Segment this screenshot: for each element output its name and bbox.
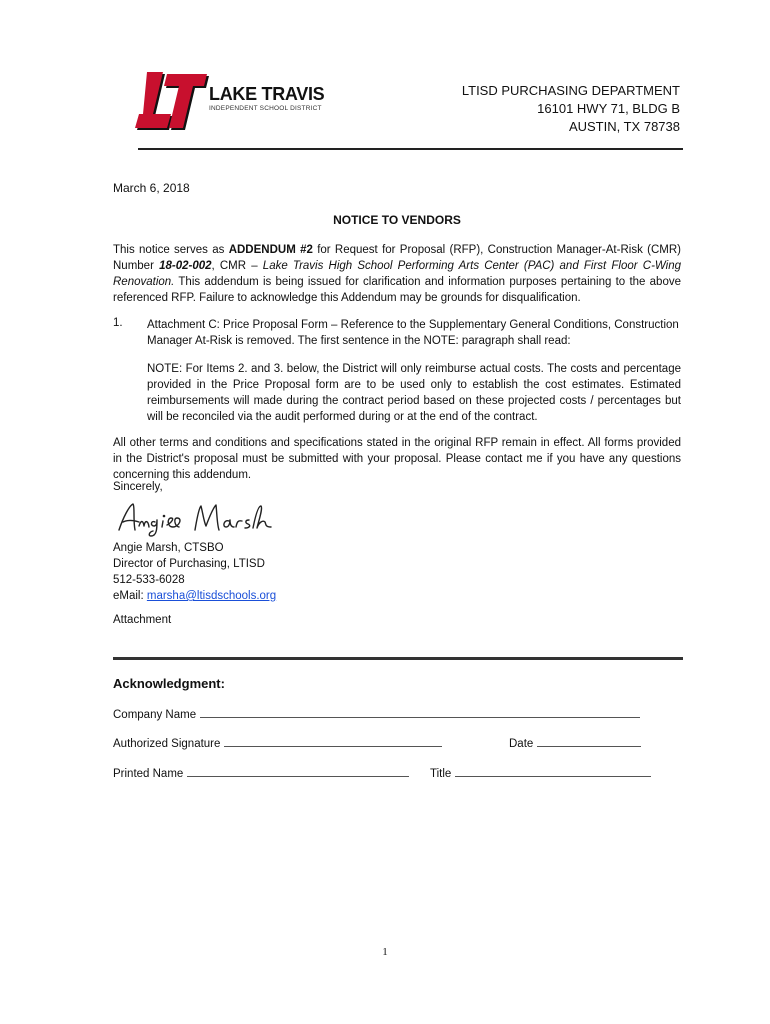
item-number: 1.: [113, 317, 123, 329]
header-divider: [138, 148, 683, 150]
signature-field: [113, 735, 442, 750]
email-label: eMail:: [113, 590, 147, 602]
address-line-3: AUSTIN, TX 78738: [568, 119, 680, 134]
acknowledgment-divider: [113, 657, 683, 660]
intro-text-4: This addendum is being issued for clarification and information purposes pertaining to the above referenced RFP. Failure to acknowledge this Addendum may be grounds for disqualification.: [113, 276, 681, 304]
closing-salutation: Sincerely,: [113, 481, 163, 493]
date-line[interactable]: [537, 735, 641, 747]
item-text: Attachment C: Price Proposal Form – Reference to the Supplementary General Conditions, Construction Manager At-Risk is removed. The first sentence in the NOTE: paragraph shall read:: [147, 319, 679, 347]
company-name-field: [113, 706, 640, 721]
notice-title: NOTICE TO VENDORS: [333, 213, 461, 227]
address-line-1: LTISD PURCHASING DEPARTMENT: [461, 83, 680, 98]
intro-text-3: , CMR –: [211, 260, 263, 272]
closing-paragraph: All other terms and conditions and specifications stated in the original RFP remain in effect. All forms provided in the District's proposal must be submitted with your proposal. Please contact me if you have any questions concerning this addendum.: [113, 437, 681, 481]
note-paragraph: NOTE: For Items 2. and 3. below, the District will only reimburse actual costs. The costs and percentage provided in the Price Proposal form are to be used only to establish the cost estimates. Estimated reimbursements will made during the contract period based on these projected costs / percentages but will be reconciled via the audit performed during or at the end of the contract.: [147, 363, 681, 423]
logo-subtitle: INDEPENDENT SCHOOL DISTRICT: [209, 105, 322, 112]
intro-paragraph: [113, 242, 681, 306]
email-link[interactable]: marsha@ltisdschools.org: [146, 590, 277, 602]
title-field: [430, 765, 651, 780]
address-line-2: 16101 HWY 71, BLDG B: [537, 101, 680, 116]
intro-text-2: for Request for Proposal (RFP), Construction Manager-At-Risk (CMR) Number: [113, 244, 681, 272]
date-field: [509, 735, 641, 750]
logo-name: LAKE TRAVIS: [209, 84, 325, 104]
addendum-number: ADDENDUM #2: [228, 244, 313, 256]
department-address: [462, 82, 680, 136]
signer-name: Angie Marsh, CTSBO: [113, 542, 224, 554]
signer-block: [113, 540, 276, 604]
signature-line[interactable]: [224, 735, 442, 747]
district-logo: [133, 70, 333, 132]
date-label: Date: [509, 738, 534, 750]
handwritten-signature: [113, 496, 283, 540]
signer-title: Director of Purchasing, LTISD: [113, 558, 265, 570]
company-name-line[interactable]: [200, 706, 640, 718]
lt-logo-mark: [133, 70, 209, 132]
rfp-number: 18-02-002: [159, 260, 212, 272]
signer-email-row: [113, 588, 276, 604]
signer-phone: 512-533-6028: [113, 574, 185, 586]
title-label: Title: [430, 768, 452, 780]
printed-name-label: Printed Name: [113, 768, 184, 780]
letter-date: March 6, 2018: [113, 181, 190, 195]
project-name: Lake Travis High School Performing Arts Center (PAC) and First Floor C-Wing Renovation.: [113, 260, 681, 288]
printed-name-line[interactable]: [187, 765, 409, 777]
title-line[interactable]: [455, 765, 651, 777]
intro-text-1: This notice serves as: [113, 244, 229, 256]
signature-label: Authorized Signature: [113, 738, 221, 750]
attachment-label: Attachment: [113, 614, 172, 626]
printed-name-field: [113, 765, 409, 780]
page-number: 1: [382, 946, 388, 958]
company-name-label: Company Name: [113, 709, 197, 721]
acknowledgment-title: Acknowledgment:: [113, 676, 225, 691]
